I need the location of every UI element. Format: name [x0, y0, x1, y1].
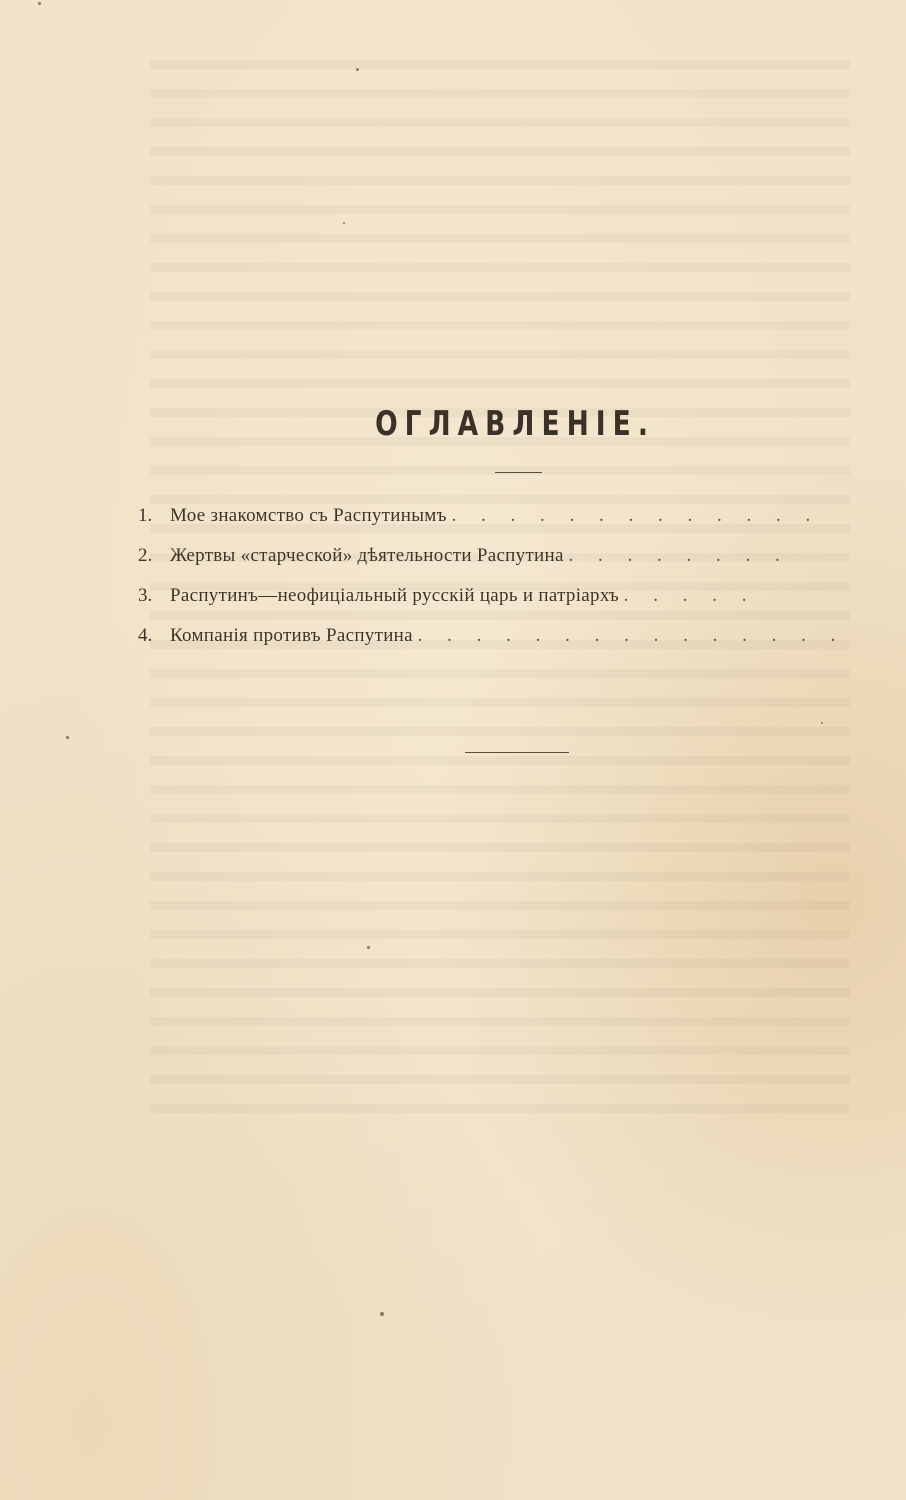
- table-of-contents: [138, 503, 846, 663]
- paper-speck: [367, 946, 370, 949]
- toc-leader-dots: . . . . . . . . . . . . .: [451, 505, 821, 526]
- paper-speck: [343, 222, 345, 224]
- paper-speck: [38, 2, 41, 5]
- paper-speck: [356, 68, 359, 71]
- toc-leader-dots: . . . . . . . . . . . . . . .: [417, 625, 846, 646]
- paper-speck: [66, 736, 69, 739]
- toc-entry-text: Жертвы «старческой» дѣятельности Распутина: [170, 545, 564, 566]
- page-title: ОГЛАВЛЕНIЕ.: [375, 404, 655, 444]
- paper-speck: [380, 1312, 384, 1316]
- toc-entry-number: 3.: [138, 585, 153, 606]
- closing-divider: [465, 752, 569, 753]
- toc-entry-text: Распутинъ—неофицiальный русскiй царь и патрiархъ: [170, 585, 620, 606]
- toc-entry-text: Компанiя противъ Распутина: [170, 625, 413, 646]
- toc-entry: [138, 543, 818, 583]
- toc-leader-dots: . . . . . . . .: [568, 545, 790, 566]
- toc-entry-text: Мое знакомство съ Распутинымъ: [170, 505, 447, 526]
- toc-entry: [138, 623, 846, 663]
- toc-leader-dots: . . . . .: [623, 585, 757, 606]
- toc-entry: [138, 583, 818, 623]
- title-divider: [495, 472, 542, 473]
- toc-entry: [138, 503, 821, 543]
- toc-entry-number: 2.: [138, 545, 153, 566]
- toc-entry-number: 4.: [138, 625, 153, 646]
- paper-speck: [821, 722, 823, 724]
- toc-entry-number: 1.: [138, 505, 153, 526]
